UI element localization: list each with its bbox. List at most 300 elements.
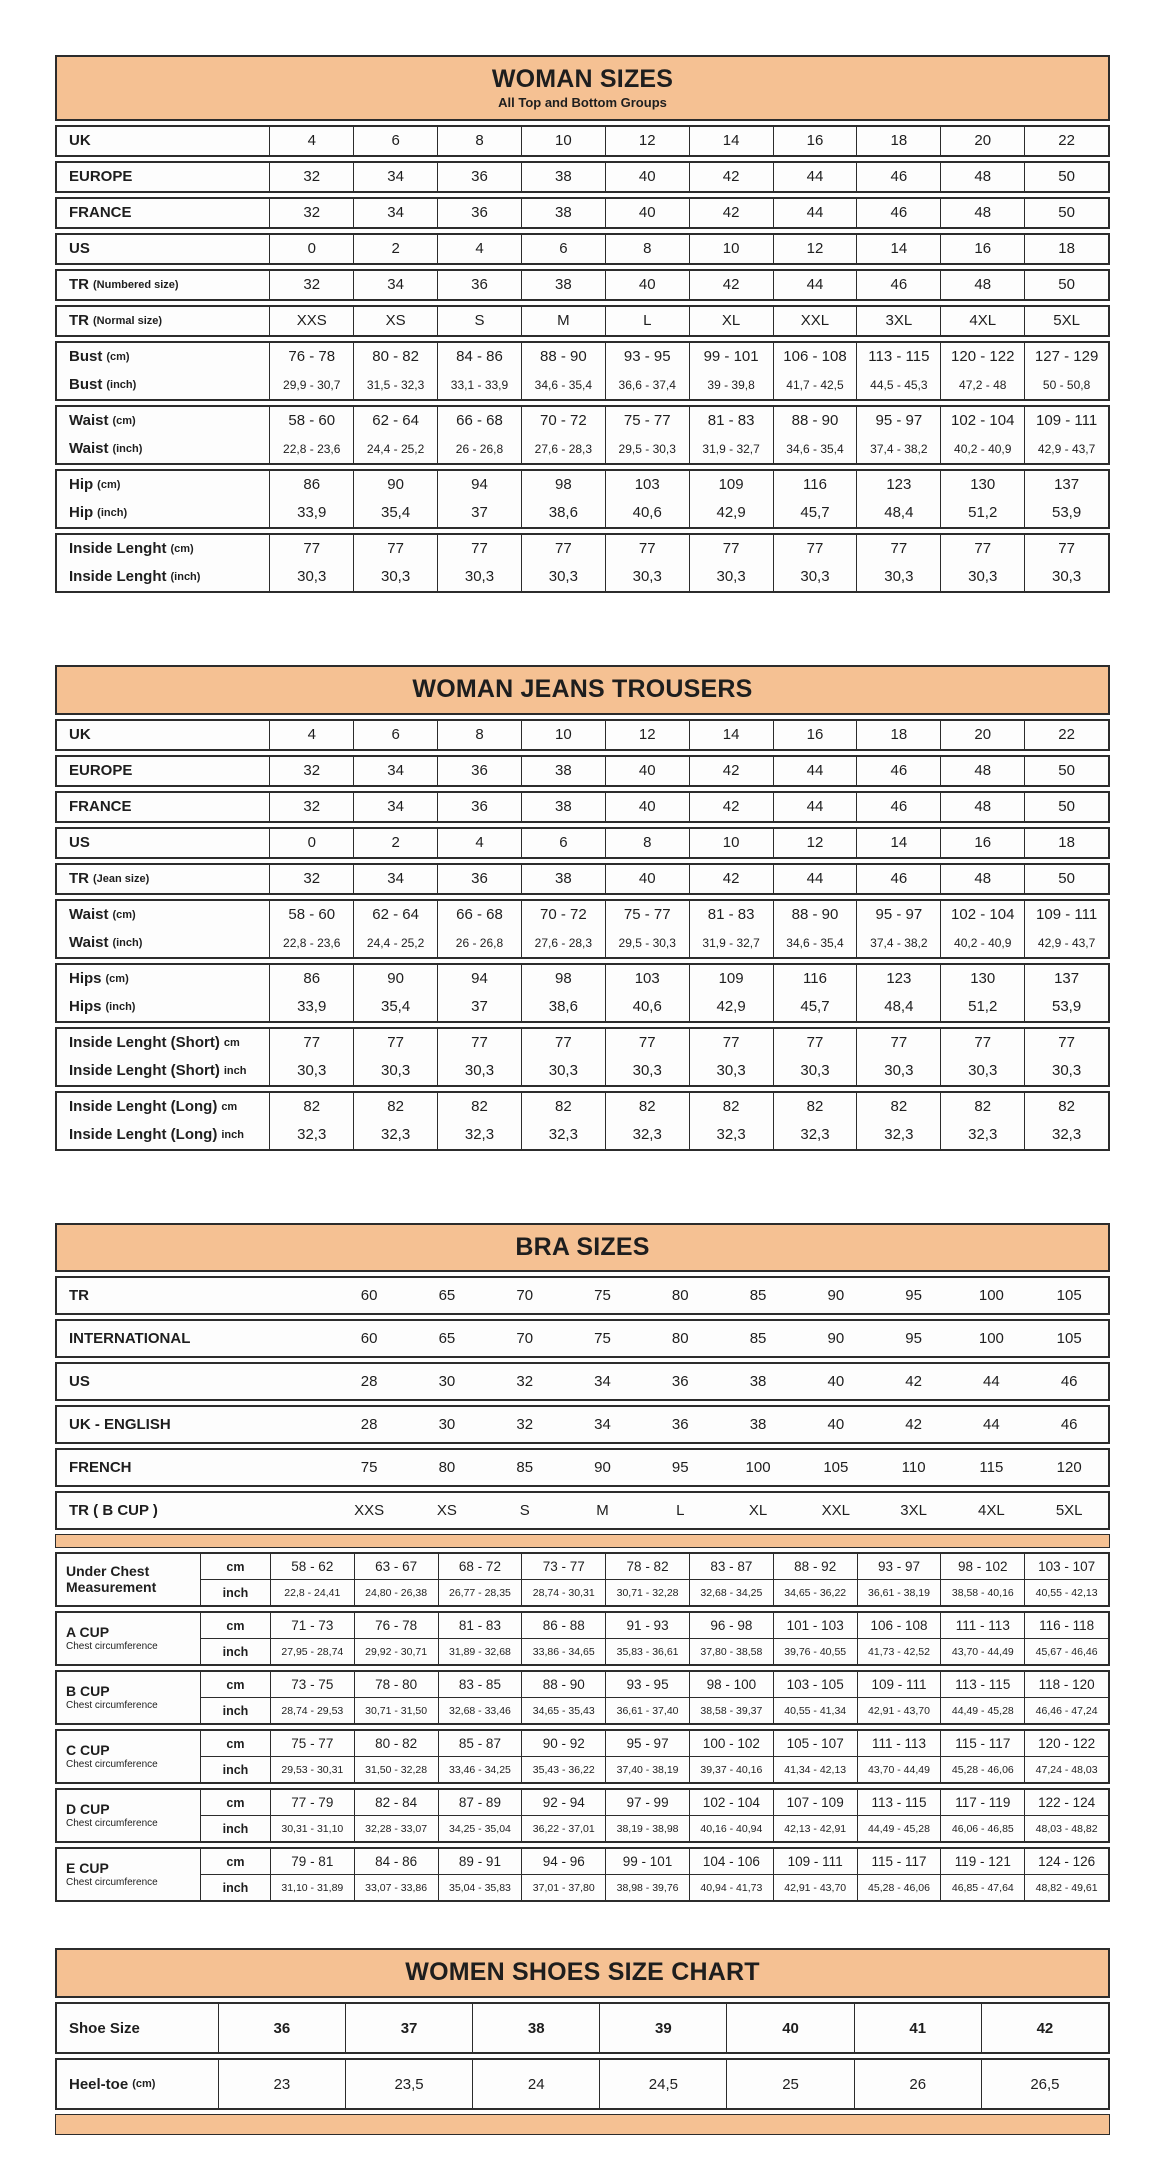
table-row-group	[55, 161, 1110, 193]
size-value-cell: 36	[437, 757, 521, 785]
size-value-cell: 89 - 91	[438, 1849, 522, 1874]
table-row-group	[55, 1027, 1110, 1087]
size-value-cell: 102 - 104	[940, 901, 1024, 929]
size-value-cell: 77	[689, 1029, 773, 1057]
row-label	[57, 721, 269, 749]
size-value-cell: 48,4	[856, 499, 940, 527]
size-value-cell: 4	[437, 235, 521, 263]
bra-sizes-header-band	[55, 1223, 1110, 1273]
table-row	[57, 1321, 1108, 1356]
size-value-cell: 40,2 - 40,9	[940, 435, 1024, 463]
row-label-note: cm	[221, 1100, 238, 1113]
size-value-cell: 85	[749, 1330, 767, 1348]
row-label-text: Bust	[69, 376, 103, 394]
row-label-text: Hips	[69, 998, 102, 1015]
cup-row-group	[55, 1847, 1110, 1902]
size-value-cell: 70 - 72	[521, 901, 605, 929]
size-value-cell: 82	[773, 1093, 857, 1121]
size-value-cell: 44	[773, 757, 857, 785]
size-value-cell: 46,46 - 47,24	[1024, 1698, 1108, 1723]
size-value-cell: 32,3	[269, 1121, 353, 1149]
row-label-text: US	[69, 834, 90, 851]
size-value-cell: 77	[1024, 535, 1108, 563]
row-label-text: Inside Lenght (Short)	[69, 1034, 220, 1051]
size-value-cell: 94	[437, 471, 521, 499]
size-value-cell: 26,5	[981, 2060, 1108, 2108]
size-value-cell: 22,8 - 24,41	[270, 1580, 354, 1605]
size-value-cell: 22	[1024, 721, 1108, 749]
size-value-cell: 42	[689, 163, 773, 191]
cup-label	[57, 1554, 201, 1605]
size-value-cell: 81 - 83	[689, 407, 773, 435]
size-value-cell: 40	[827, 1373, 845, 1391]
size-value-cell: 120 - 122	[1024, 1731, 1108, 1756]
table-title: WOMAN SIZES	[491, 65, 674, 93]
table-row-group	[55, 405, 1110, 465]
size-value-cell: 40	[605, 757, 689, 785]
size-value-cell: 32,3	[353, 1121, 437, 1149]
row-label	[57, 307, 269, 335]
size-value-cell: 82	[353, 1093, 437, 1121]
cup-label-text: C CUP	[66, 1741, 110, 1758]
table-row	[57, 865, 1108, 893]
size-value-cell: 32,28 - 33,07	[354, 1816, 438, 1841]
size-value-cell: 0	[269, 829, 353, 857]
size-value-cell: 30,3	[353, 563, 437, 591]
row-label	[57, 1278, 330, 1313]
row-label	[57, 829, 269, 857]
size-value-cell: 29,9 - 30,7	[269, 371, 353, 399]
size-value-cell: 65	[438, 1330, 456, 1348]
row-label-text: Hip	[69, 476, 94, 494]
table-row	[57, 829, 1108, 857]
woman-sizes-rows	[55, 125, 1110, 593]
size-value-cell: 41,73 - 42,52	[857, 1639, 941, 1664]
size-value-cell: 30,71 - 31,50	[354, 1698, 438, 1723]
size-value-cell: 85 - 87	[438, 1731, 522, 1756]
table-row-group	[55, 269, 1110, 301]
cup-measurement-row	[201, 1638, 1108, 1664]
bra-conversion-rows	[55, 1276, 1110, 1530]
size-value-cell: 75 - 77	[605, 901, 689, 929]
size-value-cell: 104 - 106	[689, 1849, 773, 1874]
size-value-cell: 37,80 - 38,58	[689, 1639, 773, 1664]
table-row	[57, 199, 1108, 227]
row-label	[57, 271, 269, 299]
size-value-cell: 30,3	[269, 1057, 353, 1085]
table-row-group	[55, 469, 1110, 529]
size-value-cell: 42,91 - 43,70	[857, 1698, 941, 1723]
size-value-cell: 51,2	[940, 993, 1024, 1021]
size-value-cell: S	[519, 1502, 530, 1520]
size-value-cell: 137	[1024, 471, 1108, 499]
size-value-cell: 102 - 104	[689, 1790, 773, 1815]
size-value-cell: 43,70 - 44,49	[940, 1639, 1024, 1664]
size-value-cell: 78 - 82	[605, 1554, 689, 1579]
size-value-cell: 77	[521, 1029, 605, 1057]
table-row-group	[55, 1276, 1110, 1315]
size-value-cell: 8	[437, 721, 521, 749]
row-label	[57, 1029, 269, 1057]
size-value-cell: 83 - 85	[438, 1672, 522, 1697]
size-value-cell: 63 - 67	[354, 1554, 438, 1579]
row-label-text: Shoe Size	[69, 2019, 140, 2037]
unit-label: inch	[222, 1703, 249, 1718]
size-value-cell: 39	[599, 2004, 726, 2052]
size-value-cell: 50	[1024, 757, 1108, 785]
size-value-cell: 30,3	[856, 1057, 940, 1085]
size-value-cell: 44	[983, 1416, 1000, 1434]
size-value-cell: 80	[671, 1330, 689, 1348]
size-value-cell: 75	[360, 1459, 378, 1477]
size-value-cell: 34	[353, 757, 437, 785]
row-label	[57, 499, 269, 527]
row-label-text: Waist	[69, 412, 109, 430]
unit-label: inch	[222, 1821, 249, 1836]
size-value-cell: 32	[269, 199, 353, 227]
row-label-text: Inside Lenght	[69, 540, 167, 558]
size-value-cell: 76 - 78	[354, 1613, 438, 1638]
table-row	[57, 163, 1108, 191]
row-label-note: cm	[223, 1036, 240, 1049]
size-value-cell: 81 - 83	[689, 901, 773, 929]
size-value-cell: 36	[218, 2004, 345, 2052]
size-value-cell: 42,9	[689, 993, 773, 1021]
size-value-cell: 38	[749, 1416, 767, 1434]
size-value-cell: 32,3	[437, 1121, 521, 1149]
row-label-text: TR	[69, 1287, 89, 1305]
table-row-group	[55, 2002, 1110, 2054]
size-value-cell: 58 - 60	[269, 407, 353, 435]
size-value-cell: 84 - 86	[354, 1849, 438, 1874]
size-value-cell: 80	[438, 1459, 456, 1477]
size-value-cell: 31,50 - 32,28	[354, 1757, 438, 1782]
table-row	[57, 2004, 1108, 2052]
table-row-group	[55, 2058, 1110, 2110]
size-value-cell: 124 - 126	[1024, 1849, 1108, 1874]
size-value-cell: 30,3	[521, 563, 605, 591]
size-value-cell: 32	[269, 163, 353, 191]
size-value-cell: 85	[516, 1459, 534, 1477]
size-value-cell: 46,06 - 46,85	[940, 1816, 1024, 1841]
size-value-cell: 109 - 111	[773, 1849, 857, 1874]
row-label-text: UK - ENGLISH	[69, 1416, 171, 1434]
size-value-cell: 38	[472, 2004, 599, 2052]
size-value-cell: 70	[516, 1330, 534, 1348]
size-value-cell: 45,28 - 46,06	[940, 1757, 1024, 1782]
size-value-cell: 88 - 92	[773, 1554, 857, 1579]
size-value-cell: 42,13 - 42,91	[773, 1816, 857, 1841]
size-value-cell: XS	[353, 307, 437, 335]
table-row	[57, 901, 1108, 929]
size-value-cell: 32	[269, 793, 353, 821]
size-value-cell: 40,94 - 41,73	[689, 1875, 773, 1900]
size-value-cell: 105	[823, 1459, 849, 1477]
size-value-cell: 95	[905, 1330, 922, 1348]
size-value-cell: 75	[594, 1287, 611, 1305]
cup-measurement-rows	[201, 1554, 1108, 1605]
row-label	[57, 435, 269, 463]
size-value-cell: 30,3	[437, 1057, 521, 1085]
size-value-cell: 103	[605, 471, 689, 499]
size-value-cell: 34,6 - 35,4	[773, 929, 857, 957]
size-value-cell: 48	[940, 163, 1024, 191]
size-value-cell: 14	[856, 829, 940, 857]
size-value-cell: 24,5	[599, 2060, 726, 2108]
unit-label: inch	[222, 1585, 249, 1600]
size-value-cell: 34,6 - 35,4	[521, 371, 605, 399]
size-value-cell: 127 - 129	[1024, 343, 1108, 371]
size-value-cell: 42	[689, 199, 773, 227]
size-value-cell: 35,4	[353, 993, 437, 1021]
size-value-cell: 39 - 39,8	[689, 371, 773, 399]
size-value-cell: 5XL	[1024, 307, 1108, 335]
size-value-cell: 123	[856, 965, 940, 993]
size-value-cell: 103 - 105	[773, 1672, 857, 1697]
size-value-cell: 107 - 109	[773, 1790, 857, 1815]
row-label	[57, 2060, 218, 2108]
size-value-cell: 18	[1024, 235, 1108, 263]
size-value-cell: 77	[773, 1029, 857, 1057]
row-label	[57, 535, 269, 563]
row-label-text: Waist	[69, 440, 109, 458]
row-label-text: Inside Lenght (Short)	[69, 1062, 220, 1079]
row-label-note: inch	[223, 1064, 247, 1077]
size-value-cell: 36	[437, 199, 521, 227]
size-value-cell: 77	[1024, 1029, 1108, 1057]
size-value-cell: 77	[269, 1029, 353, 1057]
size-value-cell: 51,2	[940, 499, 1024, 527]
size-value-cell: 36,61 - 38,19	[857, 1580, 941, 1605]
cup-label-text: B CUP	[66, 1682, 110, 1699]
row-label-text: Waist	[69, 934, 109, 951]
size-value-cell: 44	[773, 271, 857, 299]
table-row	[57, 371, 1108, 399]
table-row-group	[55, 1491, 1110, 1530]
size-value-cell: 41,34 - 42,13	[773, 1757, 857, 1782]
size-value-cell: 27,95 - 28,74	[270, 1639, 354, 1664]
size-value-cell: 37	[345, 2004, 472, 2052]
cup-measurement-rows	[201, 1790, 1108, 1841]
row-label-text: Inside Lenght (Long)	[69, 1126, 218, 1143]
size-value-cell: 32	[269, 271, 353, 299]
size-value-cell: 40	[726, 2004, 853, 2052]
size-value-cell: 30,71 - 32,28	[605, 1580, 689, 1605]
size-value-cell: 30,31 - 31,10	[270, 1816, 354, 1841]
size-value-cell: 44,49 - 45,28	[857, 1816, 941, 1841]
size-value-cell: 6	[353, 721, 437, 749]
size-value-cell: 130	[940, 965, 1024, 993]
table-row	[57, 1057, 1108, 1085]
row-label	[57, 1450, 330, 1485]
size-value-cell: 10	[521, 127, 605, 155]
size-value-cell: 23	[218, 2060, 345, 2108]
table-row-group	[55, 827, 1110, 859]
size-value-cell: 40,6	[605, 993, 689, 1021]
size-value-cell: 81 - 83	[438, 1613, 522, 1638]
size-value-cell: 30,3	[773, 563, 857, 591]
size-value-cell: 30,3	[269, 563, 353, 591]
row-label-note: (cm)	[97, 478, 121, 491]
row-label-note: (Jean size)	[93, 872, 150, 885]
size-value-cell: 77	[353, 535, 437, 563]
size-value-cell: 73 - 75	[270, 1672, 354, 1697]
size-value-cell: 109	[689, 471, 773, 499]
size-value-cell: 48,4	[856, 993, 940, 1021]
row-label	[57, 757, 269, 785]
table-row	[57, 2060, 1108, 2108]
size-value-cell: 40	[605, 163, 689, 191]
size-value-cell: 86 - 88	[521, 1613, 605, 1638]
size-value-cell: 41	[854, 2004, 981, 2052]
size-value-cell: 88 - 90	[521, 343, 605, 371]
size-value-cell: 44	[773, 163, 857, 191]
size-value-cell: 48	[940, 757, 1024, 785]
table-row	[57, 435, 1108, 463]
size-value-cell: 91 - 93	[605, 1613, 689, 1638]
size-value-cell: 118 - 120	[1024, 1672, 1108, 1697]
size-value-cell: 40,6	[605, 499, 689, 527]
size-value-cell: 93 - 95	[605, 1672, 689, 1697]
size-value-cell: 62 - 64	[353, 901, 437, 929]
size-value-cell: 44	[773, 793, 857, 821]
row-label-text: Hips	[69, 970, 102, 987]
table-row-group	[55, 1091, 1110, 1151]
size-value-cell: 109 - 111	[1024, 407, 1108, 435]
cup-label	[57, 1613, 201, 1664]
size-value-cell: 42,91 - 43,70	[773, 1875, 857, 1900]
size-value-cell: 4	[269, 721, 353, 749]
row-label-note: (Normal size)	[93, 314, 163, 327]
size-value-cell: 3XL	[900, 1502, 927, 1520]
size-value-cell: 32,68 - 33,46	[438, 1698, 522, 1723]
cup-measurement-row	[201, 1849, 1108, 1874]
size-value-cell: 38,19 - 38,98	[605, 1816, 689, 1841]
size-value-cell: 95 - 97	[605, 1731, 689, 1756]
size-value-cell: 80	[671, 1287, 689, 1305]
size-value-cell: 42	[981, 2004, 1108, 2052]
unit-label: inch	[222, 1644, 249, 1659]
size-value-cell: 123	[856, 471, 940, 499]
size-value-cell: 76 - 78	[269, 343, 353, 371]
size-value-cell: 30,3	[856, 563, 940, 591]
size-value-cell: 47,2 - 48	[940, 371, 1024, 399]
row-label	[57, 1093, 269, 1121]
size-value-cell: 34,65 - 35,43	[521, 1698, 605, 1723]
size-value-cell: 22,8 - 23,6	[269, 929, 353, 957]
size-value-cell: L	[676, 1502, 685, 1520]
size-value-cell: 12	[605, 127, 689, 155]
unit-label: cm	[226, 1677, 245, 1692]
size-value-cell: XL	[689, 307, 773, 335]
size-value-cell: 12	[773, 829, 857, 857]
table-row	[57, 929, 1108, 957]
cup-label-text: Under Chest Measurement	[66, 1563, 157, 1595]
size-value-cell: 101 - 103	[773, 1613, 857, 1638]
size-value-cell: 28	[360, 1373, 378, 1391]
size-value-cell: 34,25 - 35,04	[438, 1816, 522, 1841]
size-value-cell: XXL	[773, 307, 857, 335]
size-value-cell: 44,5 - 45,3	[856, 371, 940, 399]
table-row	[57, 535, 1108, 563]
size-value-cell: 30,3	[437, 563, 521, 591]
size-value-cell: 38	[749, 1373, 767, 1391]
size-value-cell: 31,9 - 32,7	[689, 435, 773, 463]
size-value-cell: 97 - 99	[605, 1790, 689, 1815]
size-value-cell: 70 - 72	[521, 407, 605, 435]
cup-measurement-row	[201, 1672, 1108, 1697]
cup-label-note: Chest circumference	[66, 1759, 158, 1771]
table-row-group	[55, 1319, 1110, 1358]
size-value-cell: 30,3	[605, 1057, 689, 1085]
size-value-cell: 24,4 - 25,2	[353, 435, 437, 463]
woman-jeans-rows	[55, 719, 1110, 1151]
size-value-cell: 71 - 73	[270, 1613, 354, 1638]
size-value-cell: 106 - 108	[857, 1613, 941, 1638]
table-row	[57, 993, 1108, 1021]
size-value-cell: 36	[437, 271, 521, 299]
size-value-cell: 6	[353, 127, 437, 155]
size-value-cell: 110	[901, 1459, 926, 1477]
table-row	[57, 563, 1108, 591]
size-value-cell: 111 - 113	[857, 1731, 941, 1756]
table-row	[57, 1493, 1108, 1528]
row-label-text: EUROPE	[69, 168, 133, 186]
size-value-cell: 45,28 - 46,06	[857, 1875, 941, 1900]
size-value-cell: 66 - 68	[437, 901, 521, 929]
size-value-cell: 16	[940, 235, 1024, 263]
row-label-note: (cm)	[105, 972, 129, 985]
size-value-cell: 130	[940, 471, 1024, 499]
table-row-group	[55, 899, 1110, 959]
size-value-cell: XL	[748, 1502, 768, 1520]
cup-measurement-row	[201, 1554, 1108, 1579]
size-value-cell: 117 - 119	[940, 1790, 1024, 1815]
row-label	[57, 1407, 330, 1442]
size-value-cell: 116 - 118	[1024, 1613, 1108, 1638]
table-row-group	[55, 197, 1110, 229]
cup-measurement-rows	[201, 1613, 1108, 1664]
size-value-cell: XS	[436, 1502, 457, 1520]
size-value-cell: 44	[773, 199, 857, 227]
size-value-cell: 73 - 77	[521, 1554, 605, 1579]
size-value-cell: 25	[726, 2060, 853, 2108]
footer-strip	[55, 2114, 1110, 2135]
size-value-cell: 111 - 113	[940, 1613, 1024, 1638]
size-value-cell: 122 - 124	[1024, 1790, 1108, 1815]
size-value-cell: 77	[605, 535, 689, 563]
size-value-cell: 5XL	[1055, 1502, 1083, 1520]
size-value-cell: 36	[437, 163, 521, 191]
table-row-group	[55, 791, 1110, 823]
size-value-cell: 94 - 96	[521, 1849, 605, 1874]
size-value-cell: L	[605, 307, 689, 335]
size-value-cell: 82	[689, 1093, 773, 1121]
size-value-cell: XXL	[821, 1502, 850, 1520]
size-value-cell: 48	[940, 865, 1024, 893]
cup-row-group	[55, 1552, 1110, 1607]
size-value-cell: 29,5 - 30,3	[605, 929, 689, 957]
unit-label: cm	[226, 1736, 245, 1751]
size-value-cell: 90	[594, 1459, 611, 1477]
woman-jeans-table	[55, 665, 1110, 1151]
size-value-cell: 8	[437, 127, 521, 155]
row-label	[57, 407, 269, 435]
size-value-cell: 40	[605, 793, 689, 821]
size-value-cell: 32,3	[521, 1121, 605, 1149]
size-value-cell: 22,8 - 23,6	[269, 435, 353, 463]
size-value-cell: 34	[353, 865, 437, 893]
